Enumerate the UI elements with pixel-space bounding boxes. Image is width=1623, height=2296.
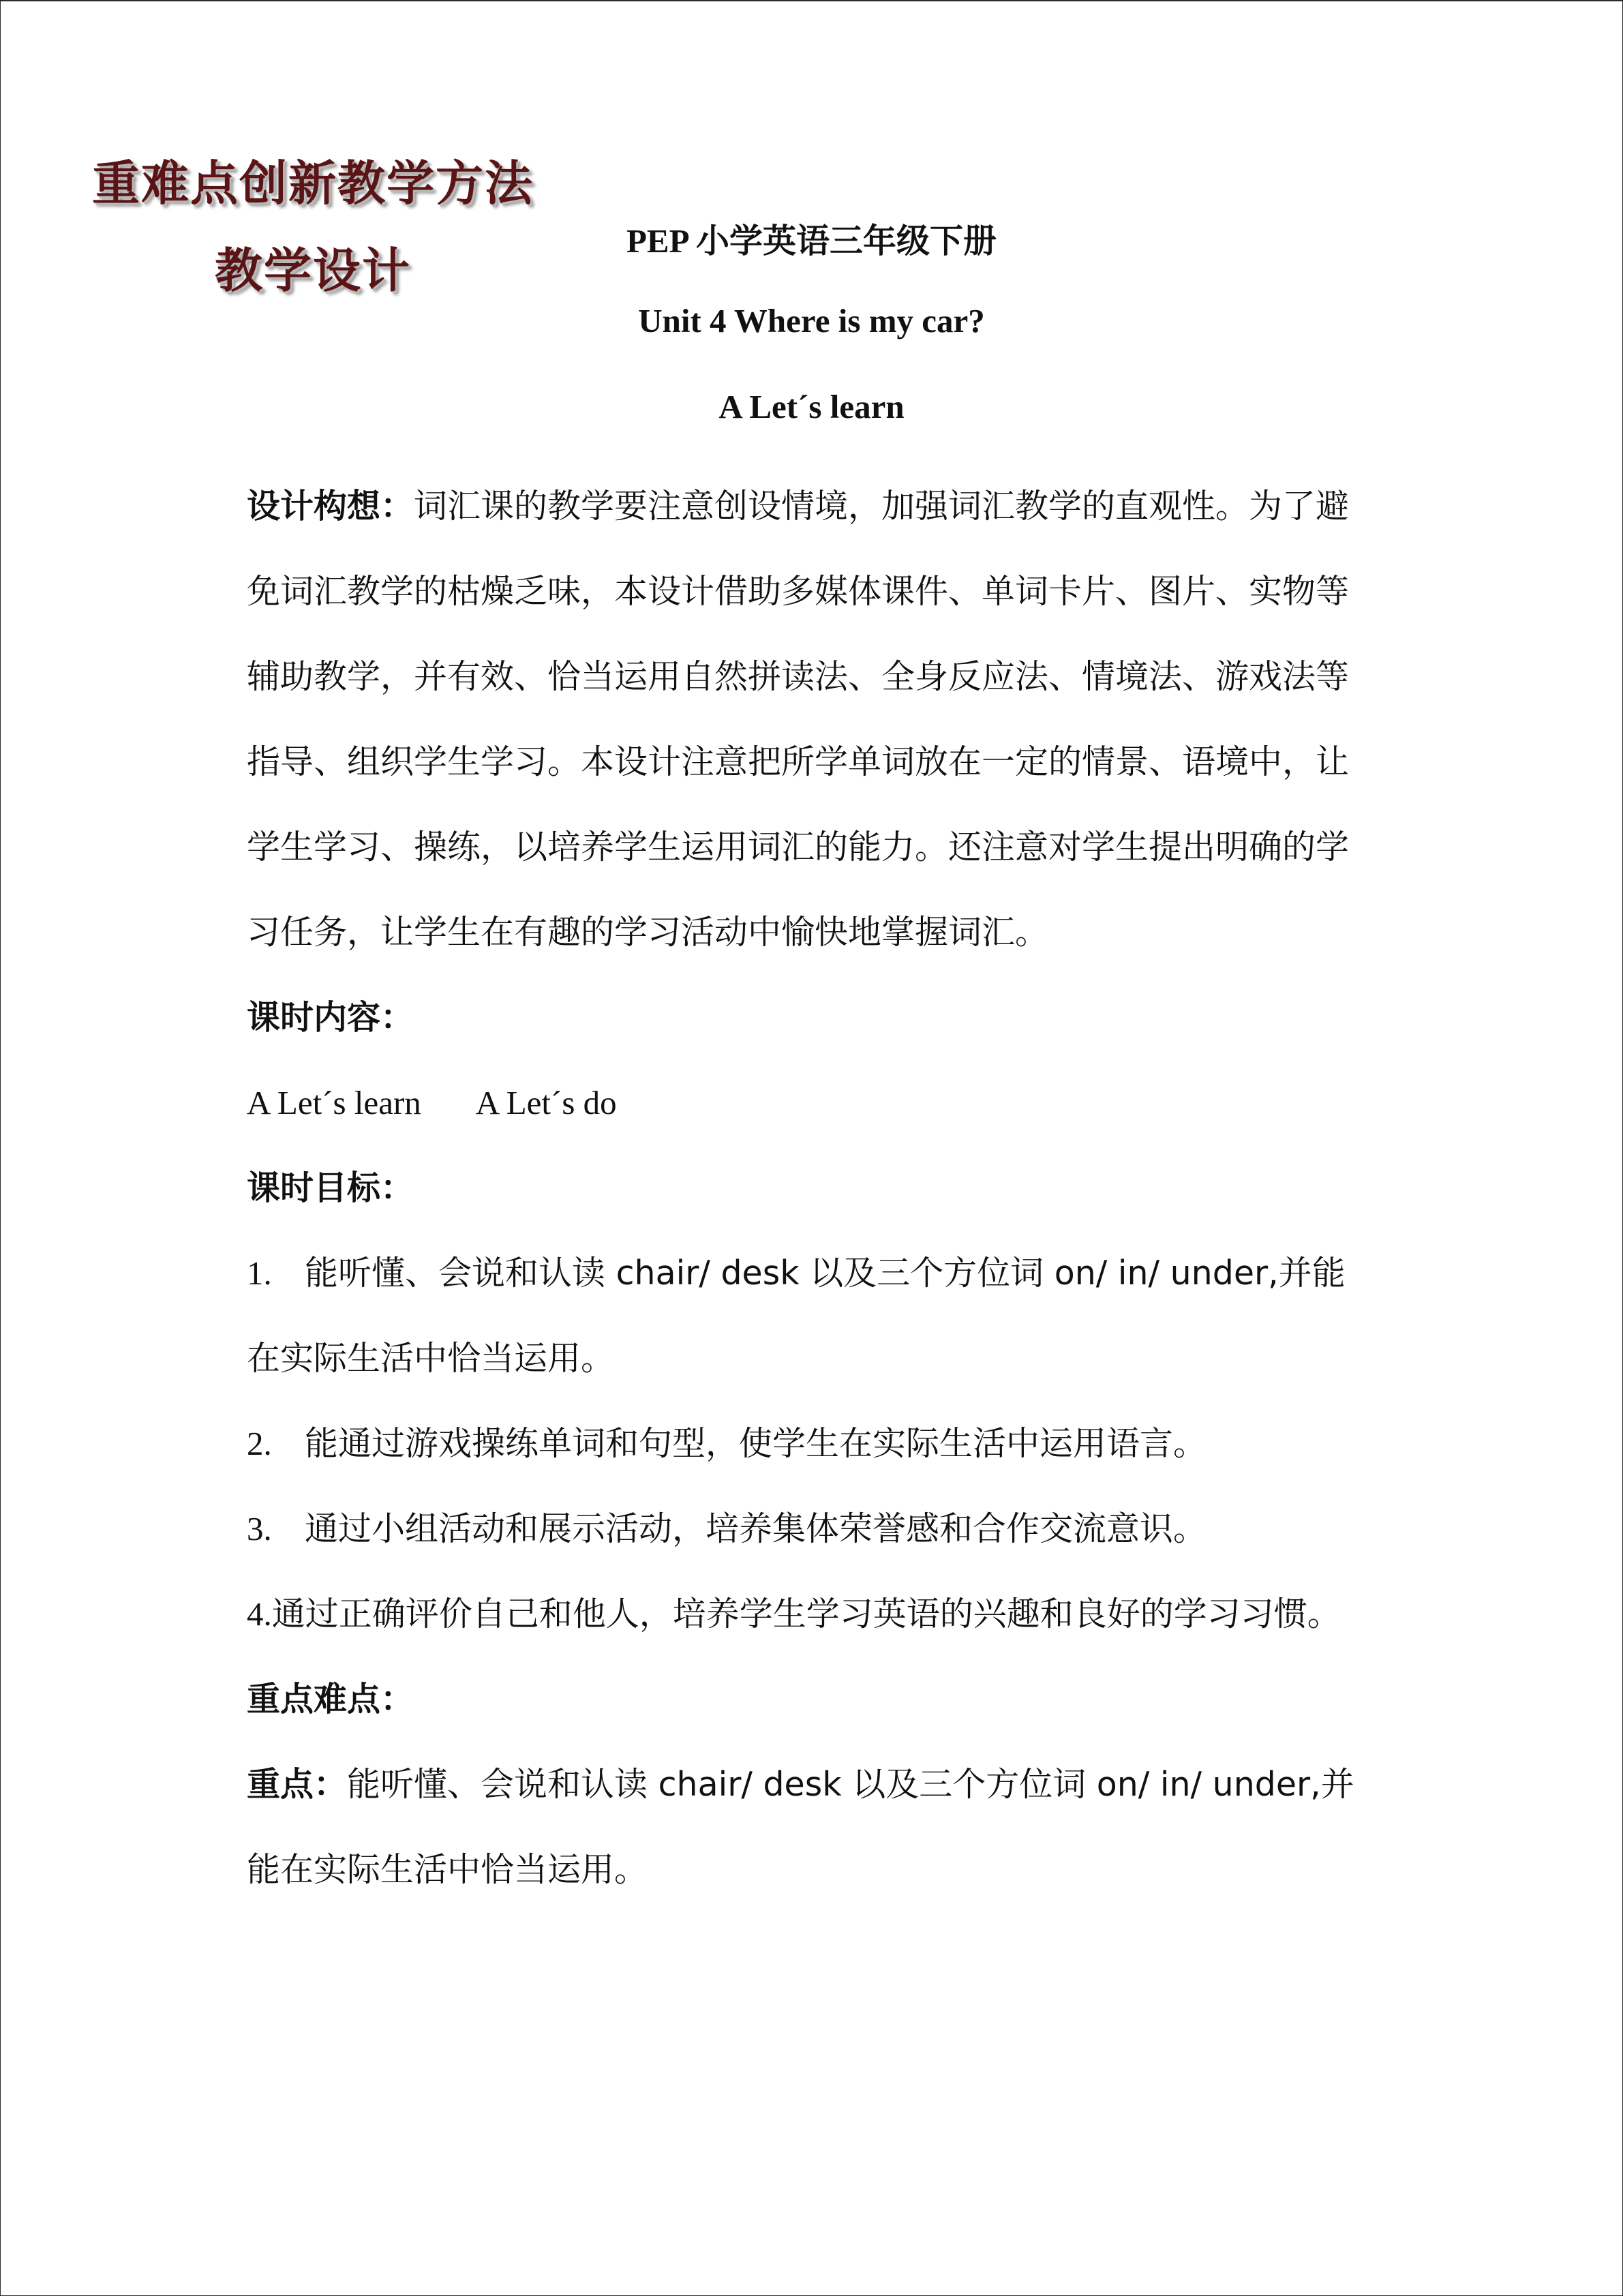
design-label: 设计构想： bbox=[247, 487, 414, 526]
objective-number: 3. bbox=[247, 1510, 272, 1547]
design-text: 词汇课的教学要注意创设情境，加强词汇教学的直观性。为了避免词汇教学的枯燥乏味，本设计借助多媒体课件、单词卡片、图片、实物等辅助教学，并有效、恰当运用自然拼读法、全身反应法、情境法、游戏法等指导、组织学生学习。本设计注意把所学单词放在一定的情景、语境中，让学生学习、操练，以培养学生运用词汇的能力。还注意对学生提出明确的学习任务，让学生在有趣的学习活动中愉快地掌握词汇。 bbox=[247, 487, 1350, 952]
objective-number: 2. bbox=[247, 1425, 272, 1462]
objective-item bbox=[247, 1571, 1378, 1657]
focus-label: 重点： bbox=[247, 1765, 348, 1804]
stamp-line-1: 重难点创新教学方法 bbox=[92, 155, 534, 211]
content-item: A Let´s learn bbox=[247, 1084, 421, 1121]
content-items bbox=[247, 1060, 1378, 1145]
focus-text: 能听懂、会说和认读 chair/ desk 以及三个方位词 on/ in/ under,并能在实际生活中恰当运用。 bbox=[247, 1765, 1354, 1889]
document-body bbox=[247, 464, 1378, 1912]
key-points-label: 重点难点： bbox=[247, 1680, 414, 1719]
objective-item bbox=[247, 1230, 1378, 1401]
objective-text: 通过正确评价自己和他人，培养学生学习英语的兴趣和良好的学习习惯。 bbox=[271, 1595, 1341, 1633]
document-title: PEP 小学英语三年级下册 bbox=[626, 222, 997, 260]
focus-paragraph bbox=[247, 1742, 1378, 1912]
design-paragraph bbox=[247, 464, 1378, 975]
objectives-label: 课时目标： bbox=[247, 1168, 414, 1207]
content-label: 课时内容： bbox=[247, 998, 414, 1037]
objective-number: 4. bbox=[247, 1595, 272, 1633]
stamp-line-2: 教学设计 bbox=[215, 243, 411, 299]
objective-text: 通过小组活动和展示活动，培养集体荣誉感和合作交流意识。 bbox=[305, 1509, 1207, 1548]
objective-text: 能通过游戏操练单词和句型，使学生在实际生活中运用语言。 bbox=[305, 1424, 1207, 1463]
objective-text: 能听懂、会说和认读 chair/ desk 以及三个方位词 on/ in/ under,并能在实际生活中恰当运用。 bbox=[247, 1254, 1346, 1378]
objective-number: 1. bbox=[247, 1254, 272, 1292]
lesson-title: A Let´s learn bbox=[718, 388, 905, 425]
objective-item bbox=[247, 1401, 1378, 1486]
objective-item bbox=[247, 1486, 1378, 1571]
unit-title: Unit 4 Where is my car? bbox=[638, 302, 985, 339]
content-item: A Let´s do bbox=[475, 1084, 617, 1121]
